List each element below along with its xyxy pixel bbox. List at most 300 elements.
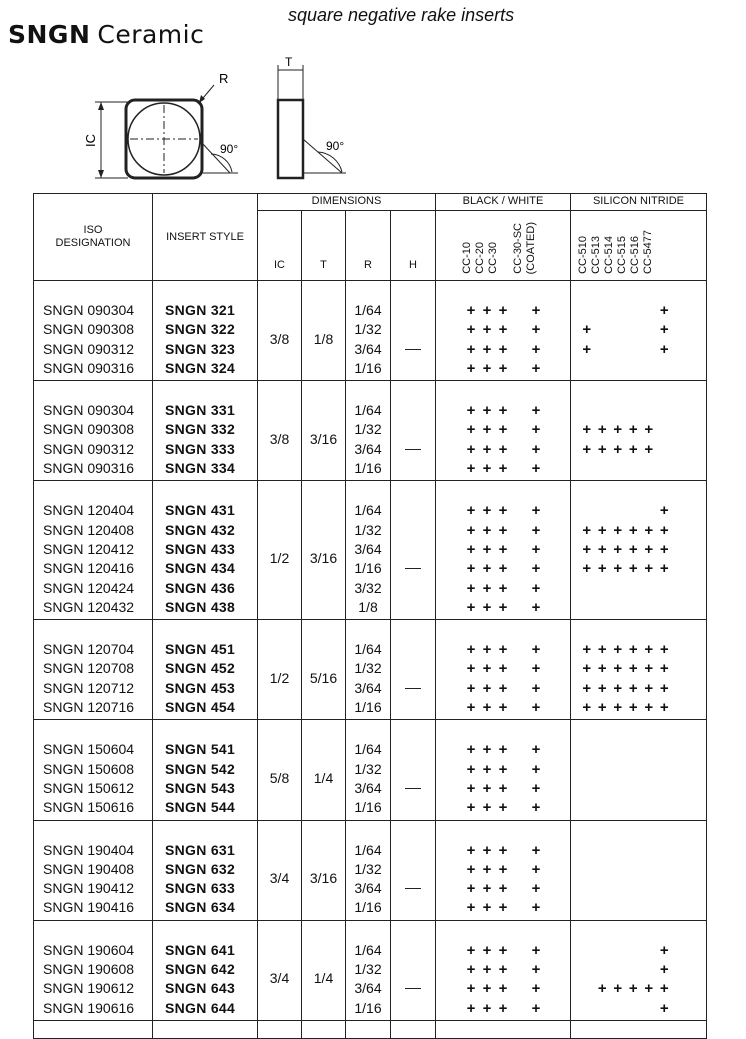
available-plus-icon: + (498, 560, 508, 578)
sn-availability-cell (571, 620, 707, 720)
ic-label: IC (83, 134, 98, 147)
iso-code: SNGN 150612 (43, 779, 135, 796)
available-plus-icon: + (482, 741, 492, 759)
ic-cell (258, 381, 302, 481)
iso-code: SNGN 090312 (43, 440, 135, 457)
available-plus-icon: + (466, 560, 476, 578)
radius-value: 1/64 (354, 741, 382, 758)
iso-designation-cell (34, 820, 153, 920)
available-plus-icon: + (531, 502, 541, 520)
available-plus-icon: + (498, 980, 508, 998)
sn-grade-marks (571, 879, 706, 898)
r-cell (346, 381, 391, 481)
bw-grade-marks (436, 440, 570, 459)
radius-value: 3/32 (354, 579, 382, 596)
radius-label: R (219, 71, 229, 86)
available-plus-icon: + (498, 421, 508, 439)
h-not-applicable-mark (405, 888, 421, 889)
insert-style-code: SNGN 333 (165, 440, 236, 457)
available-plus-icon: + (466, 779, 476, 797)
insert-style-code: SNGN 544 (165, 799, 236, 816)
h-cell (391, 381, 436, 481)
r-col-header: R (346, 210, 391, 280)
available-plus-icon: + (644, 641, 654, 659)
bw-grade-marks (436, 598, 570, 617)
available-plus-icon: + (582, 679, 592, 697)
available-plus-icon: + (582, 440, 592, 458)
available-plus-icon: + (531, 598, 541, 616)
insert-style-code: SNGN 433 (165, 540, 236, 557)
available-plus-icon: + (466, 440, 476, 458)
available-plus-icon: + (498, 961, 508, 979)
available-plus-icon: + (582, 660, 592, 678)
available-plus-icon: + (597, 521, 607, 539)
t-cell (302, 481, 346, 620)
available-plus-icon: + (482, 899, 492, 917)
available-plus-icon: + (466, 660, 476, 678)
sn-grade-marks (571, 579, 706, 598)
sn-grade-marks (571, 521, 706, 540)
sn-grade-marks (571, 760, 706, 779)
insert-style-code: SNGN 331 (165, 402, 236, 419)
bw-grade-marks (436, 559, 570, 578)
available-plus-icon: + (644, 660, 654, 678)
available-plus-icon: + (466, 899, 476, 917)
available-plus-icon: + (498, 579, 508, 597)
radius-value: 1/16 (354, 359, 382, 376)
available-plus-icon: + (644, 699, 654, 717)
available-plus-icon: + (498, 641, 508, 659)
table-row-group (34, 281, 707, 381)
ic-value: 5/8 (269, 769, 290, 786)
available-plus-icon: + (628, 641, 638, 659)
bw-grade-marks (436, 841, 570, 860)
insert-style-code: SNGN 434 (165, 560, 236, 577)
r-cell (346, 281, 391, 381)
bw-grade-marks (436, 941, 570, 960)
table-row-group (34, 920, 707, 1020)
available-plus-icon: + (466, 321, 476, 339)
available-plus-icon: + (466, 641, 476, 659)
bw-grade-marks (436, 521, 570, 540)
iso-header-line1: ISO (83, 224, 103, 236)
available-plus-icon: + (531, 941, 541, 959)
bw-grade-marks (436, 779, 570, 798)
available-plus-icon: + (582, 421, 592, 439)
available-plus-icon: + (531, 999, 541, 1017)
available-plus-icon: + (498, 899, 508, 917)
iso-code: SNGN 190616 (43, 999, 135, 1016)
ic-value: 1/2 (269, 669, 290, 686)
available-plus-icon: + (482, 460, 492, 478)
ic-cell (258, 620, 302, 720)
iso-code: SNGN 090308 (43, 421, 135, 438)
available-plus-icon: + (659, 502, 669, 520)
iso-code: SNGN 120432 (43, 598, 135, 615)
available-plus-icon: + (531, 799, 541, 817)
available-plus-icon: + (644, 521, 654, 539)
bw-grade-marks (436, 301, 570, 320)
empty-cell (153, 1020, 258, 1038)
available-plus-icon: + (531, 860, 541, 878)
page-title (8, 20, 204, 49)
available-plus-icon: + (466, 598, 476, 616)
available-plus-icon: + (659, 302, 669, 319)
sn-grade-marks (571, 779, 706, 798)
available-plus-icon: + (498, 440, 508, 458)
available-plus-icon: + (531, 760, 541, 778)
insert-style-code: SNGN 334 (165, 460, 236, 477)
available-plus-icon: + (466, 980, 476, 998)
available-plus-icon: + (498, 941, 508, 959)
sn-availability-cell (571, 281, 707, 381)
available-plus-icon: + (531, 641, 541, 659)
sn-grade-marks (571, 999, 706, 1018)
available-plus-icon: + (628, 679, 638, 697)
t-cell (302, 281, 346, 381)
h-cell (391, 481, 436, 620)
available-plus-icon: + (582, 521, 592, 539)
insert-style-code: SNGN 541 (165, 741, 236, 758)
available-plus-icon: + (466, 860, 476, 878)
available-plus-icon: + (482, 340, 492, 358)
iso-code: SNGN 120404 (43, 502, 135, 519)
bw-grade-marks (436, 579, 570, 598)
insert-style-cell (153, 720, 258, 820)
ic-value: 1/2 (269, 550, 290, 567)
available-plus-icon: + (498, 679, 508, 697)
available-plus-icon: + (531, 660, 541, 678)
available-plus-icon: + (531, 421, 541, 439)
sn-grade-marks (571, 640, 706, 659)
available-plus-icon: + (644, 540, 654, 558)
available-plus-icon: + (498, 999, 508, 1017)
iso-code: SNGN 090316 (43, 359, 135, 376)
ic-cell (258, 920, 302, 1020)
available-plus-icon: + (482, 302, 492, 319)
sn-grade-marks (571, 698, 706, 717)
available-plus-icon: + (498, 779, 508, 797)
available-plus-icon: + (659, 340, 669, 358)
t-value: 1/4 (313, 970, 334, 987)
available-plus-icon: + (613, 560, 623, 578)
insert-style-code: SNGN 453 (165, 679, 236, 696)
available-plus-icon: + (498, 460, 508, 478)
iso-designation-cell (34, 481, 153, 620)
available-plus-icon: + (466, 402, 476, 420)
iso-code: SNGN 090304 (43, 302, 135, 318)
available-plus-icon: + (466, 579, 476, 597)
available-plus-icon: + (582, 699, 592, 717)
insert-table (33, 193, 707, 1039)
iso-code: SNGN 090304 (43, 402, 135, 419)
grade-label: CC-516 (629, 236, 641, 274)
available-plus-icon: + (628, 560, 638, 578)
available-plus-icon: + (582, 641, 592, 659)
ic-value: 3/4 (269, 970, 290, 987)
empty-cell (302, 1020, 346, 1038)
table-body (34, 281, 707, 1039)
table-row-group (34, 481, 707, 620)
empty-cell (571, 1020, 707, 1038)
bw-grade-marks (436, 320, 570, 339)
sn-grade-marks (571, 941, 706, 960)
insert-style-code: SNGN 631 (165, 841, 236, 858)
available-plus-icon: + (498, 540, 508, 558)
t-label: T (285, 55, 293, 69)
available-plus-icon: + (531, 402, 541, 420)
available-plus-icon: + (498, 321, 508, 339)
available-plus-icon: + (531, 440, 541, 458)
t-cell (302, 920, 346, 1020)
radius-value: 1/16 (354, 699, 382, 716)
iso-code: SNGN 120708 (43, 660, 135, 677)
insert-style-code: SNGN 431 (165, 502, 236, 519)
radius-value: 1/32 (354, 321, 382, 338)
insert-style-code: SNGN 633 (165, 880, 236, 897)
t-cell (302, 820, 346, 920)
radius-value: 1/16 (354, 999, 382, 1016)
available-plus-icon: + (531, 880, 541, 898)
r-cell (346, 481, 391, 620)
available-plus-icon: + (482, 941, 492, 959)
sn-grade-marks (571, 960, 706, 979)
bw-availability-cell (436, 281, 571, 381)
available-plus-icon: + (482, 961, 492, 979)
h-cell (391, 281, 436, 381)
available-plus-icon: + (482, 860, 492, 878)
h-not-applicable-mark (405, 568, 421, 569)
available-plus-icon: + (466, 961, 476, 979)
available-plus-icon: + (466, 741, 476, 759)
t-cell (302, 620, 346, 720)
available-plus-icon: + (498, 359, 508, 377)
radius-value: 1/16 (354, 899, 382, 916)
sn-availability-cell (571, 381, 707, 481)
available-plus-icon: + (498, 502, 508, 520)
available-plus-icon: + (466, 359, 476, 377)
iso-designation-cell (34, 920, 153, 1020)
bw-availability-cell (436, 381, 571, 481)
insert-style-cell (153, 620, 258, 720)
h-cell (391, 720, 436, 820)
ic-cell (258, 820, 302, 920)
insert-style-code: SNGN 642 (165, 961, 236, 978)
r-cell (346, 620, 391, 720)
bw-grade-marks (436, 459, 570, 478)
available-plus-icon: + (482, 540, 492, 558)
bw-grade-marks (436, 860, 570, 879)
sn-grade-marks (571, 501, 706, 520)
h-col-header: H (391, 210, 436, 280)
available-plus-icon: + (531, 841, 541, 859)
empty-cell (346, 1020, 391, 1038)
available-plus-icon: + (531, 521, 541, 539)
available-plus-icon: + (466, 460, 476, 478)
available-plus-icon: + (597, 641, 607, 659)
available-plus-icon: + (531, 741, 541, 759)
available-plus-icon: + (659, 980, 669, 998)
bw-grade-marks (436, 999, 570, 1018)
radius-value: 1/16 (354, 799, 382, 816)
available-plus-icon: + (498, 598, 508, 616)
ic-value: 3/4 (269, 870, 290, 887)
available-plus-icon: + (466, 521, 476, 539)
available-plus-icon: + (613, 699, 623, 717)
available-plus-icon: + (498, 340, 508, 358)
available-plus-icon: + (466, 302, 476, 319)
available-plus-icon: + (482, 321, 492, 339)
available-plus-icon: + (659, 699, 669, 717)
iso-code: SNGN 090308 (43, 321, 135, 338)
sn-availability-cell (571, 920, 707, 1020)
iso-code: SNGN 190608 (43, 961, 135, 978)
h-cell (391, 820, 436, 920)
iso-code: SNGN 190412 (43, 880, 135, 897)
ic-cell (258, 281, 302, 381)
iso-header (34, 194, 153, 281)
available-plus-icon: + (482, 660, 492, 678)
insert-style-code: SNGN 454 (165, 699, 236, 716)
insert-style-code: SNGN 451 (165, 641, 236, 658)
available-plus-icon: + (659, 540, 669, 558)
sn-grade-marks (571, 659, 706, 678)
ic-cell (258, 481, 302, 620)
sn-grade-marks (571, 979, 706, 998)
t-value: 3/16 (309, 550, 338, 567)
available-plus-icon: + (597, 660, 607, 678)
iso-header-line2: DESIGNATION (55, 237, 131, 249)
available-plus-icon: + (644, 421, 654, 439)
available-plus-icon: + (644, 560, 654, 578)
available-plus-icon: + (613, 540, 623, 558)
available-plus-icon: + (659, 321, 669, 339)
available-plus-icon: + (644, 440, 654, 458)
bw-grade-marks (436, 659, 570, 678)
available-plus-icon: + (531, 340, 541, 358)
available-plus-icon: + (498, 521, 508, 539)
bw-grade-marks (436, 359, 570, 378)
available-plus-icon: + (597, 440, 607, 458)
insert-side-view (278, 100, 303, 178)
available-plus-icon: + (628, 440, 638, 458)
available-plus-icon: + (659, 641, 669, 659)
available-plus-icon: + (659, 560, 669, 578)
insert-style-code: SNGN 432 (165, 521, 236, 538)
available-plus-icon: + (466, 760, 476, 778)
available-plus-icon: + (466, 340, 476, 358)
available-plus-icon: + (531, 980, 541, 998)
h-not-applicable-mark (405, 449, 421, 450)
sn-availability-cell (571, 820, 707, 920)
radius-value: 3/64 (354, 980, 382, 997)
t-col-header: T (302, 210, 346, 280)
available-plus-icon: + (582, 540, 592, 558)
sn-grade-marks (571, 860, 706, 879)
bw-grade-marks (436, 679, 570, 698)
radius-value: 1/64 (354, 641, 382, 658)
radius-value: 1/64 (354, 941, 382, 958)
radius-value: 1/32 (354, 860, 382, 877)
t-value: 3/16 (309, 870, 338, 887)
iso-code: SNGN 090312 (43, 340, 135, 357)
ic-arrow-bottom (98, 170, 104, 178)
available-plus-icon: + (597, 540, 607, 558)
available-plus-icon: + (613, 679, 623, 697)
iso-designation-cell (34, 720, 153, 820)
available-plus-icon: + (482, 421, 492, 439)
iso-designation-cell (34, 620, 153, 720)
insert-style-cell (153, 281, 258, 381)
insert-style-cell (153, 820, 258, 920)
iso-code: SNGN 190416 (43, 899, 135, 916)
h-not-applicable-mark (405, 988, 421, 989)
bw-grade-marks (436, 760, 570, 779)
available-plus-icon: + (466, 502, 476, 520)
available-plus-icon: + (482, 521, 492, 539)
available-plus-icon: + (628, 421, 638, 439)
bw-grade-marks (436, 420, 570, 439)
title-material: Ceramic (97, 20, 205, 49)
insert-style-code: SNGN 332 (165, 421, 236, 438)
title-model: SNGN (8, 20, 91, 49)
available-plus-icon: + (498, 760, 508, 778)
h-not-applicable-mark (405, 349, 421, 350)
available-plus-icon: + (498, 880, 508, 898)
table-row-group (34, 820, 707, 920)
radius-value: 1/64 (354, 402, 382, 419)
grade-label: (COATED) (525, 221, 537, 274)
angle-label: 90° (220, 142, 239, 156)
radius-value: 3/64 (354, 880, 382, 897)
radius-value: 3/64 (354, 779, 382, 796)
insert-style-code: SNGN 641 (165, 941, 236, 958)
radius-value: 1/64 (354, 841, 382, 858)
available-plus-icon: + (531, 579, 541, 597)
sn-grade-marks (571, 559, 706, 578)
r-cell (346, 720, 391, 820)
available-plus-icon: + (482, 779, 492, 797)
grade-label: CC-5477 (642, 229, 654, 274)
sn-grade-marks (571, 459, 706, 478)
iso-code: SNGN 190404 (43, 841, 135, 858)
grade-label: CC-30-SC (512, 223, 524, 274)
bw-availability-cell (436, 820, 571, 920)
iso-code: SNGN 190604 (43, 941, 135, 958)
available-plus-icon: + (531, 961, 541, 979)
bw-grade-marks (436, 401, 570, 420)
available-plus-icon: + (482, 699, 492, 717)
available-plus-icon: + (659, 660, 669, 678)
radius-value: 1/8 (358, 598, 378, 615)
insert-style-cell (153, 381, 258, 481)
insert-style-code: SNGN 452 (165, 660, 236, 677)
available-plus-icon: + (482, 880, 492, 898)
h-not-applicable-mark (405, 788, 421, 789)
available-plus-icon: + (659, 961, 669, 979)
dimensions-header: DIMENSIONS (258, 194, 436, 211)
available-plus-icon: + (613, 980, 623, 998)
ic-value: 3/8 (269, 430, 290, 447)
sn-availability-cell (571, 720, 707, 820)
available-plus-icon: + (531, 699, 541, 717)
iso-code: SNGN 120408 (43, 521, 135, 538)
iso-code: SNGN 120716 (43, 699, 135, 716)
radius-value: 3/64 (354, 679, 382, 696)
available-plus-icon: + (498, 660, 508, 678)
bw-grade-marks (436, 501, 570, 520)
iso-code: SNGN 120416 (43, 560, 135, 577)
